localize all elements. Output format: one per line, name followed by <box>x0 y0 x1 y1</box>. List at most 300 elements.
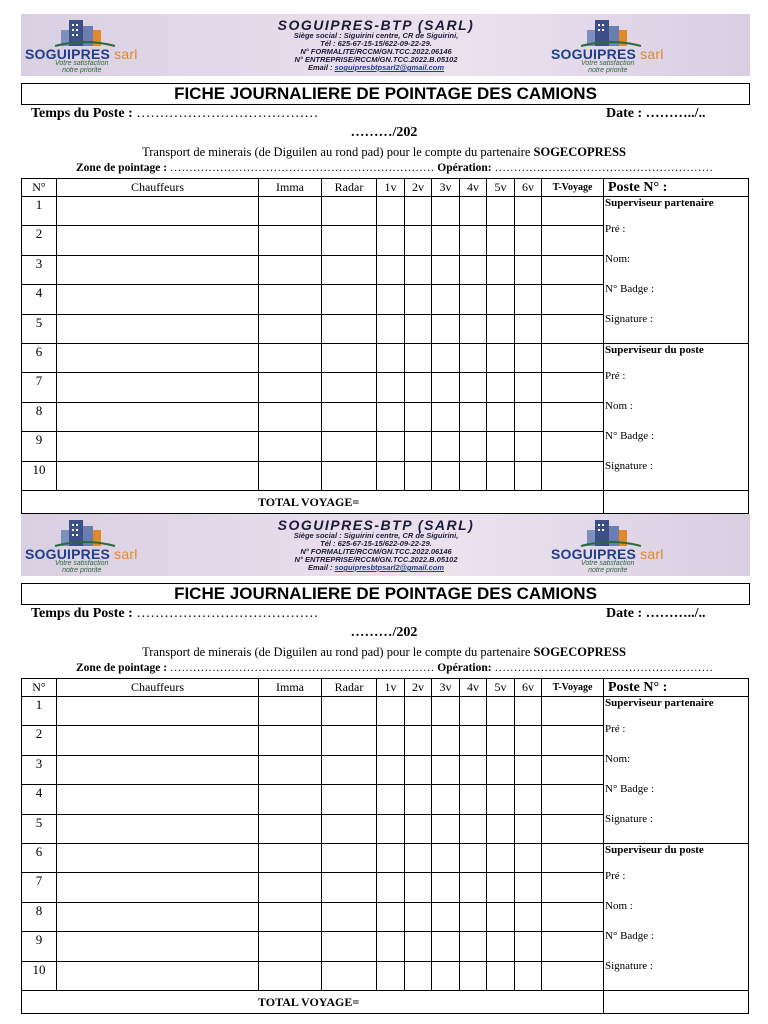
cell-radar[interactable] <box>322 932 377 961</box>
buildings-logo-icon <box>551 16 671 48</box>
cell-radar[interactable] <box>322 844 377 873</box>
cell-chauffeurs[interactable] <box>57 844 259 873</box>
cell-4v[interactable] <box>460 961 487 990</box>
cell-3v[interactable] <box>432 226 460 255</box>
pre-field[interactable]: Pré : <box>605 370 626 382</box>
cell-2v[interactable] <box>405 961 432 990</box>
row-number: 8 <box>22 902 57 931</box>
cell-imma[interactable] <box>259 373 322 402</box>
cell-imma[interactable] <box>259 314 322 343</box>
cell-t-voyage[interactable] <box>542 932 604 961</box>
cell-radar[interactable] <box>322 814 377 843</box>
cell-2v[interactable] <box>405 285 432 314</box>
cell-5v[interactable] <box>487 844 515 873</box>
cell-imma[interactable] <box>259 697 322 726</box>
cell-4v[interactable] <box>460 197 487 226</box>
col-header-2v: 2v <box>405 679 432 697</box>
poste-number-header[interactable]: Poste N° : <box>604 679 749 697</box>
cell-2v[interactable] <box>405 785 432 814</box>
temps-du-poste[interactable]: Temps du Poste : ………………………………… <box>31 106 319 121</box>
cell-3v[interactable] <box>432 314 460 343</box>
buildings-logo-icon <box>25 516 145 548</box>
cell-imma[interactable] <box>259 432 322 461</box>
row-number: 5 <box>22 314 57 343</box>
cell-imma[interactable] <box>259 932 322 961</box>
badge-field[interactable]: N° Badge : <box>605 430 655 442</box>
cell-t-voyage[interactable] <box>542 873 604 902</box>
cell-6v[interactable] <box>515 197 542 226</box>
table-header-row <box>22 179 749 197</box>
total-side-cell <box>604 991 749 1014</box>
company-address: Siège social : Siguirini centre, CR de Siguirini, <box>293 31 459 40</box>
nom-field[interactable]: Nom : <box>605 900 633 912</box>
company-email: Email : soguipresbtpsarl2@gmail.com <box>307 563 445 572</box>
cell-6v[interactable] <box>515 255 542 284</box>
cell-6v[interactable] <box>515 314 542 343</box>
brand-name: SOGUIPRES sarl <box>551 46 664 62</box>
cell-5v[interactable] <box>487 697 515 726</box>
cell-t-voyage[interactable] <box>542 197 604 226</box>
cell-t-voyage[interactable] <box>542 755 604 784</box>
cell-1v[interactable] <box>377 226 405 255</box>
cell-4v[interactable] <box>460 461 487 490</box>
cell-4v[interactable] <box>460 902 487 931</box>
cell-radar[interactable] <box>322 961 377 990</box>
cell-1v[interactable] <box>377 314 405 343</box>
cell-6v[interactable] <box>515 844 542 873</box>
cell-radar[interactable] <box>322 314 377 343</box>
cell-3v[interactable] <box>432 373 460 402</box>
company-address: Siège social : Siguirini centre, CR de Siguirini, <box>293 531 459 540</box>
cell-radar[interactable] <box>322 197 377 226</box>
cell-1v[interactable] <box>377 785 405 814</box>
pointage-sheet-1 <box>0 0 768 509</box>
company-logo-right <box>551 516 686 574</box>
company-formalite: N° FORMALITE/RCCM/GN.TCC.2022.06146 <box>300 547 452 556</box>
nom-field[interactable]: Nom: <box>605 753 631 765</box>
cell-6v[interactable] <box>515 432 542 461</box>
cell-chauffeurs[interactable] <box>57 873 259 902</box>
cell-t-voyage[interactable] <box>542 844 604 873</box>
pointage-sheet-2 <box>0 500 768 1009</box>
cell-3v[interactable] <box>432 726 460 755</box>
cell-2v[interactable] <box>405 697 432 726</box>
superviseur-poste-block[interactable] <box>604 344 749 491</box>
brand-name: SOGUIPRES sarl <box>551 546 664 562</box>
cell-5v[interactable] <box>487 755 515 784</box>
cell-chauffeurs[interactable] <box>57 402 259 431</box>
cell-5v[interactable] <box>487 255 515 284</box>
cell-2v[interactable] <box>405 902 432 931</box>
cell-chauffeurs[interactable] <box>57 932 259 961</box>
cell-chauffeurs[interactable] <box>57 314 259 343</box>
cell-6v[interactable] <box>515 285 542 314</box>
cell-chauffeurs[interactable] <box>57 961 259 990</box>
cell-3v[interactable] <box>432 432 460 461</box>
cell-1v[interactable] <box>377 344 405 373</box>
cell-chauffeurs[interactable] <box>57 461 259 490</box>
cell-chauffeurs[interactable] <box>57 726 259 755</box>
superviseur-partenaire-block[interactable] <box>604 197 749 344</box>
cell-1v[interactable] <box>377 755 405 784</box>
col-header-t-voyage: T-Voyage <box>542 679 604 697</box>
cell-2v[interactable] <box>405 755 432 784</box>
col-header-chauffeurs: Chauffeurs <box>57 179 259 197</box>
row-number: 6 <box>22 344 57 373</box>
cell-chauffeurs[interactable] <box>57 432 259 461</box>
col-header-radar: Radar <box>322 679 377 697</box>
cell-5v[interactable] <box>487 226 515 255</box>
cell-radar[interactable] <box>322 255 377 284</box>
cell-1v[interactable] <box>377 373 405 402</box>
cell-chauffeurs[interactable] <box>57 697 259 726</box>
cell-chauffeurs[interactable] <box>57 226 259 255</box>
brand-tagline: Votre satisfaction notre priorite <box>581 60 635 74</box>
sheet-title: FICHE JOURNALIERE DE POINTAGE DES CAMIONS <box>21 583 750 605</box>
cell-t-voyage[interactable] <box>542 314 604 343</box>
brand-tagline: Votre satisfaction notre priorite <box>55 560 109 574</box>
cell-3v[interactable] <box>432 785 460 814</box>
total-voyage[interactable]: TOTAL VOYAGE= <box>22 991 604 1014</box>
cell-5v[interactable] <box>487 285 515 314</box>
cell-chauffeurs[interactable] <box>57 755 259 784</box>
cell-5v[interactable] <box>487 344 515 373</box>
company-logo-right <box>551 16 686 74</box>
cell-4v[interactable] <box>460 314 487 343</box>
cell-imma[interactable] <box>259 902 322 931</box>
cell-2v[interactable] <box>405 873 432 902</box>
cell-1v[interactable] <box>377 844 405 873</box>
cell-1v[interactable] <box>377 402 405 431</box>
company-logo <box>25 516 160 574</box>
cell-chauffeurs[interactable] <box>57 902 259 931</box>
cell-6v[interactable] <box>515 697 542 726</box>
cell-2v[interactable] <box>405 402 432 431</box>
badge-field[interactable]: N° Badge : <box>605 930 655 942</box>
cell-1v[interactable] <box>377 461 405 490</box>
cell-imma[interactable] <box>259 785 322 814</box>
cell-radar[interactable] <box>322 785 377 814</box>
cell-5v[interactable] <box>487 873 515 902</box>
superviseur-partenaire-label: Superviseur partenaire <box>605 197 714 209</box>
cell-4v[interactable] <box>460 785 487 814</box>
cell-chauffeurs[interactable] <box>57 785 259 814</box>
cell-t-voyage[interactable] <box>542 697 604 726</box>
cell-3v[interactable] <box>432 697 460 726</box>
cell-6v[interactable] <box>515 344 542 373</box>
cell-5v[interactable] <box>487 314 515 343</box>
cell-6v[interactable] <box>515 226 542 255</box>
cell-4v[interactable] <box>460 873 487 902</box>
col-header-no: N° <box>22 679 57 697</box>
company-info <box>191 18 561 72</box>
cell-4v[interactable] <box>460 285 487 314</box>
cell-t-voyage[interactable] <box>542 344 604 373</box>
zone-operation-line[interactable]: Zone de pointage : …………………………………………………………… Opération: ………………………………………………… <box>76 662 713 674</box>
pre-field[interactable]: Pré : <box>605 223 626 235</box>
buildings-logo-icon <box>25 16 145 48</box>
cell-6v[interactable] <box>515 814 542 843</box>
col-header-4v: 4v <box>460 179 487 197</box>
table-row <box>22 844 749 873</box>
col-header-6v: 6v <box>515 179 542 197</box>
row-number: 1 <box>22 697 57 726</box>
cell-6v[interactable] <box>515 785 542 814</box>
sheet-title: FICHE JOURNALIERE DE POINTAGE DES CAMIONS <box>21 83 750 105</box>
cell-radar[interactable] <box>322 902 377 931</box>
cell-imma[interactable] <box>259 814 322 843</box>
badge-field[interactable]: N° Badge : <box>605 283 655 295</box>
company-entreprise: N° ENTREPRISE/RCCM/GN.TCC.2022.B.05102 <box>294 555 458 564</box>
cell-radar[interactable] <box>322 285 377 314</box>
cell-1v[interactable] <box>377 932 405 961</box>
cell-imma[interactable] <box>259 226 322 255</box>
cell-radar[interactable] <box>322 373 377 402</box>
cell-chauffeurs[interactable] <box>57 255 259 284</box>
cell-4v[interactable] <box>460 255 487 284</box>
company-banner <box>21 14 750 76</box>
signature-field[interactable]: Signature : <box>605 460 653 472</box>
cell-5v[interactable] <box>487 461 515 490</box>
cell-chauffeurs[interactable] <box>57 373 259 402</box>
cell-t-voyage[interactable] <box>542 961 604 990</box>
row-number: 3 <box>22 255 57 284</box>
cell-1v[interactable] <box>377 697 405 726</box>
cell-imma[interactable] <box>259 344 322 373</box>
date-field[interactable]: Date : ………../.. <box>606 106 706 121</box>
cell-2v[interactable] <box>405 432 432 461</box>
cell-t-voyage[interactable] <box>542 373 604 402</box>
cell-3v[interactable] <box>432 344 460 373</box>
cell-4v[interactable] <box>460 697 487 726</box>
cell-5v[interactable] <box>487 902 515 931</box>
cell-2v[interactable] <box>405 844 432 873</box>
col-header-t-voyage: T-Voyage <box>542 179 604 197</box>
cell-1v[interactable] <box>377 814 405 843</box>
cell-radar[interactable] <box>322 402 377 431</box>
cell-t-voyage[interactable] <box>542 255 604 284</box>
cell-imma[interactable] <box>259 844 322 873</box>
col-header-imma: Imma <box>259 179 322 197</box>
cell-6v[interactable] <box>515 402 542 431</box>
cell-2v[interactable] <box>405 461 432 490</box>
cell-2v[interactable] <box>405 255 432 284</box>
table-row <box>22 697 749 726</box>
cell-3v[interactable] <box>432 255 460 284</box>
poste-number-header[interactable]: Poste N° : <box>604 179 749 197</box>
company-info <box>191 518 561 572</box>
cell-imma[interactable] <box>259 285 322 314</box>
cell-3v[interactable] <box>432 755 460 784</box>
cell-3v[interactable] <box>432 932 460 961</box>
cell-6v[interactable] <box>515 932 542 961</box>
date-continuation: ………/202 <box>350 125 418 140</box>
nom-field[interactable]: Nom : <box>605 400 633 412</box>
col-header-1v: 1v <box>377 679 405 697</box>
cell-5v[interactable] <box>487 432 515 461</box>
cell-2v[interactable] <box>405 814 432 843</box>
cell-1v[interactable] <box>377 255 405 284</box>
superviseur-partenaire-block[interactable] <box>604 697 749 844</box>
cell-5v[interactable] <box>487 402 515 431</box>
company-email: Email : soguipresbtpsarl2@gmail.com <box>307 63 445 72</box>
signature-field[interactable]: Signature : <box>605 313 653 325</box>
cell-chauffeurs[interactable] <box>57 197 259 226</box>
cell-5v[interactable] <box>487 932 515 961</box>
superviseur-partenaire-label: Superviseur partenaire <box>605 697 714 709</box>
pointage-table <box>21 678 749 1014</box>
brand-name: SOGUIPRES sarl <box>25 46 138 62</box>
col-header-radar: Radar <box>322 179 377 197</box>
cell-2v[interactable] <box>405 344 432 373</box>
cell-5v[interactable] <box>487 197 515 226</box>
col-header-1v: 1v <box>377 179 405 197</box>
cell-t-voyage[interactable] <box>542 902 604 931</box>
cell-radar[interactable] <box>322 873 377 902</box>
cell-1v[interactable] <box>377 432 405 461</box>
cell-3v[interactable] <box>432 461 460 490</box>
col-header-5v: 5v <box>487 179 515 197</box>
cell-6v[interactable] <box>515 961 542 990</box>
pre-field[interactable]: Pré : <box>605 723 626 735</box>
cell-imma[interactable] <box>259 255 322 284</box>
brand-tagline: Votre satisfaction notre priorite <box>55 60 109 74</box>
cell-imma[interactable] <box>259 726 322 755</box>
cell-2v[interactable] <box>405 932 432 961</box>
cell-imma[interactable] <box>259 461 322 490</box>
cell-t-voyage[interactable] <box>542 285 604 314</box>
cell-1v[interactable] <box>377 197 405 226</box>
cell-3v[interactable] <box>432 814 460 843</box>
cell-2v[interactable] <box>405 726 432 755</box>
cell-5v[interactable] <box>487 373 515 402</box>
signature-field[interactable]: Signature : <box>605 960 653 972</box>
cell-6v[interactable] <box>515 873 542 902</box>
cell-6v[interactable] <box>515 373 542 402</box>
cell-t-voyage[interactable] <box>542 814 604 843</box>
cell-4v[interactable] <box>460 373 487 402</box>
cell-t-voyage[interactable] <box>542 785 604 814</box>
cell-4v[interactable] <box>460 226 487 255</box>
cell-t-voyage[interactable] <box>542 726 604 755</box>
cell-imma[interactable] <box>259 197 322 226</box>
cell-chauffeurs[interactable] <box>57 344 259 373</box>
pre-field[interactable]: Pré : <box>605 870 626 882</box>
cell-2v[interactable] <box>405 373 432 402</box>
cell-6v[interactable] <box>515 726 542 755</box>
cell-5v[interactable] <box>487 785 515 814</box>
cell-imma[interactable] <box>259 402 322 431</box>
cell-3v[interactable] <box>432 197 460 226</box>
cell-4v[interactable] <box>460 844 487 873</box>
row-number: 2 <box>22 726 57 755</box>
cell-radar[interactable] <box>322 432 377 461</box>
cell-radar[interactable] <box>322 226 377 255</box>
cell-4v[interactable] <box>460 755 487 784</box>
zone-operation-line[interactable]: Zone de pointage : …………………………………………………………… Opération: ………………………………………………… <box>76 162 713 174</box>
temps-du-poste[interactable]: Temps du Poste : ………………………………… <box>31 606 319 621</box>
cell-5v[interactable] <box>487 961 515 990</box>
total-voyage[interactable]: TOTAL VOYAGE= <box>22 491 604 514</box>
cell-t-voyage[interactable] <box>542 402 604 431</box>
cell-3v[interactable] <box>432 844 460 873</box>
cell-3v[interactable] <box>432 902 460 931</box>
cell-4v[interactable] <box>460 814 487 843</box>
cell-1v[interactable] <box>377 961 405 990</box>
cell-imma[interactable] <box>259 755 322 784</box>
row-number: 10 <box>22 461 57 490</box>
pointage-table <box>21 178 749 514</box>
row-number: 4 <box>22 785 57 814</box>
cell-radar[interactable] <box>322 344 377 373</box>
col-header-imma: Imma <box>259 679 322 697</box>
cell-4v[interactable] <box>460 402 487 431</box>
cell-4v[interactable] <box>460 726 487 755</box>
cell-3v[interactable] <box>432 873 460 902</box>
col-header-5v: 5v <box>487 679 515 697</box>
row-number: 7 <box>22 873 57 902</box>
company-banner <box>21 514 750 576</box>
cell-1v[interactable] <box>377 285 405 314</box>
badge-field[interactable]: N° Badge : <box>605 783 655 795</box>
nom-field[interactable]: Nom: <box>605 253 631 265</box>
cell-radar[interactable] <box>322 697 377 726</box>
date-field[interactable]: Date : ………../.. <box>606 606 706 621</box>
cell-3v[interactable] <box>432 402 460 431</box>
cell-5v[interactable] <box>487 726 515 755</box>
transport-description: Transport de minerais (de Diguilen au rond pad) pour le compte du partenaire SOGECOPRESS <box>142 145 626 159</box>
cell-imma[interactable] <box>259 961 322 990</box>
superviseur-poste-block[interactable] <box>604 844 749 991</box>
cell-4v[interactable] <box>460 432 487 461</box>
cell-4v[interactable] <box>460 932 487 961</box>
cell-4v[interactable] <box>460 344 487 373</box>
cell-3v[interactable] <box>432 961 460 990</box>
date-continuation: ………/202 <box>350 625 418 640</box>
cell-1v[interactable] <box>377 902 405 931</box>
cell-radar[interactable] <box>322 726 377 755</box>
cell-1v[interactable] <box>377 726 405 755</box>
cell-radar[interactable] <box>322 755 377 784</box>
col-header-3v: 3v <box>432 679 460 697</box>
cell-2v[interactable] <box>405 197 432 226</box>
row-number: 3 <box>22 755 57 784</box>
cell-3v[interactable] <box>432 285 460 314</box>
row-number: 10 <box>22 961 57 990</box>
cell-chauffeurs[interactable] <box>57 285 259 314</box>
cell-6v[interactable] <box>515 902 542 931</box>
company-phone: Tél : 625-67-15-15/622-09-22-29. <box>320 39 432 48</box>
row-number: 6 <box>22 844 57 873</box>
cell-t-voyage[interactable] <box>542 432 604 461</box>
cell-2v[interactable] <box>405 314 432 343</box>
cell-t-voyage[interactable] <box>542 461 604 490</box>
cell-radar[interactable] <box>322 461 377 490</box>
row-number: 7 <box>22 373 57 402</box>
cell-5v[interactable] <box>487 814 515 843</box>
cell-t-voyage[interactable] <box>542 226 604 255</box>
signature-field[interactable]: Signature : <box>605 813 653 825</box>
cell-6v[interactable] <box>515 461 542 490</box>
cell-1v[interactable] <box>377 873 405 902</box>
cell-2v[interactable] <box>405 226 432 255</box>
col-header-3v: 3v <box>432 179 460 197</box>
cell-imma[interactable] <box>259 873 322 902</box>
company-name: SOGUIPRES-BTP (SARL) <box>277 517 475 533</box>
cell-chauffeurs[interactable] <box>57 814 259 843</box>
cell-6v[interactable] <box>515 755 542 784</box>
col-header-6v: 6v <box>515 679 542 697</box>
